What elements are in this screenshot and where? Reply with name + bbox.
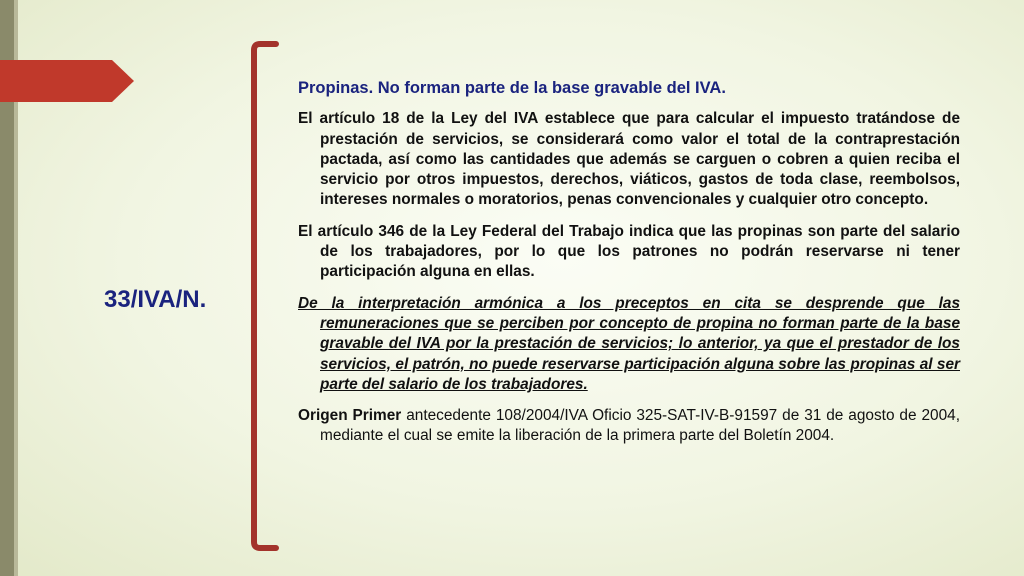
- origin-text: antecedente 108/2004/IVA Oficio 325-SAT-IV-B-91597 de 31 de agosto de 2004, mediante el cual se emite la liberación de la primera parte del Boletín 2004.: [320, 407, 960, 445]
- paragraph-origin: [298, 406, 960, 447]
- slide-title: Propinas. No forman parte de la base gravable del IVA.: [298, 79, 726, 97]
- origin-label: Origen Primer: [298, 407, 402, 425]
- slide-content: [298, 78, 960, 458]
- red-arrow-decoration: [0, 60, 134, 102]
- paragraph-article-346: El artículo 346 de la Ley Federal del Trabajo indica que las propinas son parte del salario de los trabajadores, por lo que los patrones no podrán reservarse ni tener participación alguna en ellas.: [298, 222, 960, 281]
- paragraph-interpretation: De la interpretación armónica a los preceptos en cita se desprende que las remuneraciones que se perciben por concepto de propina no forman parte de la base gravable del IVA por la prestación de servicios; lo anterior, ya que el prestador de los servicios, el patrón, no puede reservarse participación alguna sobre las propinas al ser parte del salario de los trabajadores.: [298, 294, 960, 393]
- criterion-code: 33/IVA/N.: [104, 286, 207, 313]
- paragraph-article-18: El artículo 18 de la Ley del IVA establece que para calcular el impuesto tratándose de prestación de servicios, se considerará como valor el total de la contraprestación pactada, así como las cantidades que además se carguen o cobren a quien reciba el servicio por otros impuestos, derechos, viáticos, gastos de toda clase, reembolsos, intereses normales o moratorios, penas convencionales y cualquier otro concepto.: [298, 110, 960, 209]
- left-bracket-decoration: [246, 40, 280, 552]
